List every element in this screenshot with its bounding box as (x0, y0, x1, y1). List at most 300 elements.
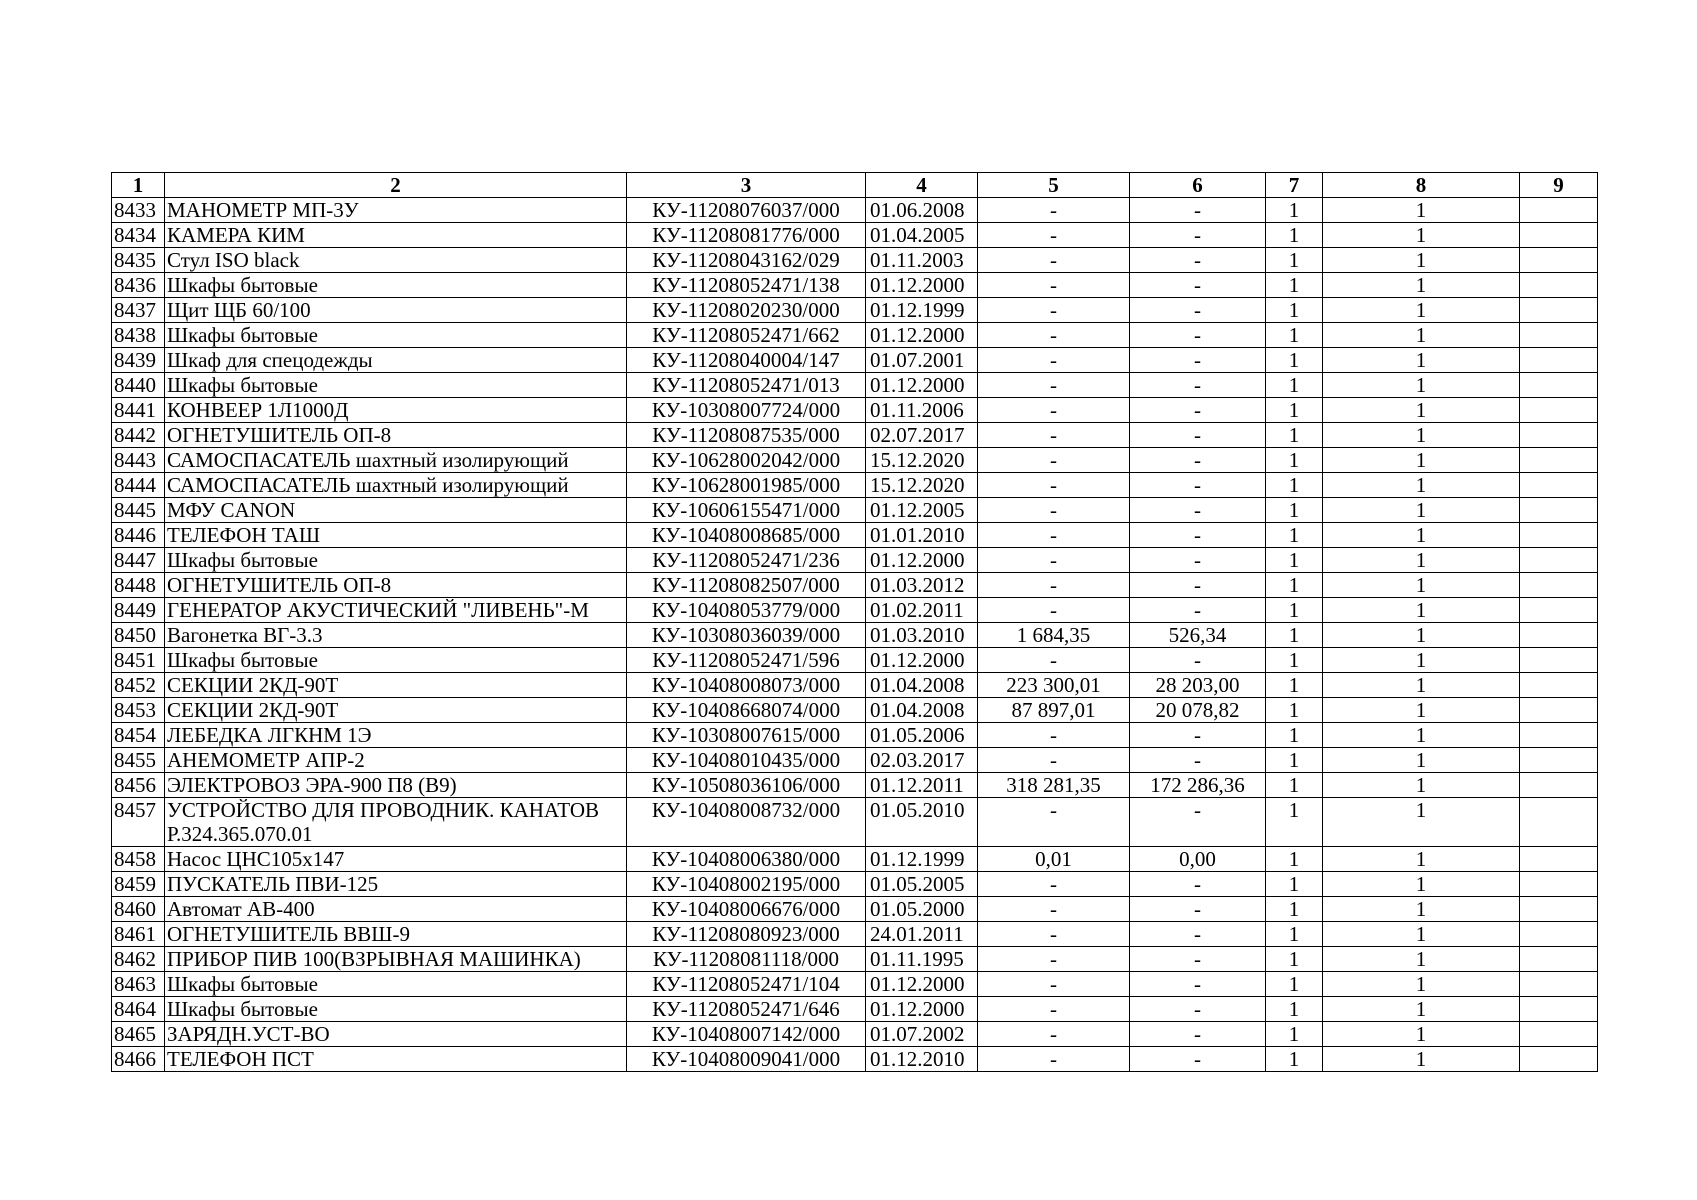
column-5-cell: - (978, 373, 1130, 398)
item-name-cell: ЭЛЕКТРОВОЗ ЭРА-900 П8 (В9) (165, 773, 627, 798)
column-8-cell: 1 (1323, 323, 1520, 348)
table-row (112, 997, 1598, 1022)
inventory-code-cell: КУ-10408006380/000 (627, 847, 866, 872)
column-6-cell: - (1130, 548, 1266, 573)
row-number-cell: 8439 (112, 348, 165, 373)
date-cell: 15.12.2020 (866, 448, 978, 473)
column-9-cell (1520, 997, 1598, 1022)
column-7-cell: 1 (1266, 997, 1323, 1022)
item-name-cell: ТЕЛЕФОН ПСТ (165, 1047, 627, 1072)
column-6-cell: - (1130, 323, 1266, 348)
column-9-cell (1520, 323, 1598, 348)
item-name-cell: ЛЕБЕДКА ЛГКНМ 1Э (165, 723, 627, 748)
column-header-2: 2 (165, 173, 627, 198)
date-cell: 01.12.2011 (866, 773, 978, 798)
item-name-cell: Шкафы бытовые (165, 972, 627, 997)
column-7-cell: 1 (1266, 323, 1323, 348)
column-5-cell: - (978, 1047, 1130, 1072)
column-header-4: 4 (866, 173, 978, 198)
column-8-cell: 1 (1323, 997, 1520, 1022)
column-5-cell: - (978, 598, 1130, 623)
column-6-cell: - (1130, 897, 1266, 922)
column-5-cell: 318 281,35 (978, 773, 1130, 798)
date-cell: 01.11.2006 (866, 398, 978, 423)
row-number-cell: 8457 (112, 798, 165, 847)
column-8-cell: 1 (1323, 673, 1520, 698)
table-row (112, 423, 1598, 448)
table-row (112, 298, 1598, 323)
column-5-cell: - (978, 997, 1130, 1022)
table-row (112, 398, 1598, 423)
item-name-cell: Стул ISO black (165, 248, 627, 273)
column-header-8: 8 (1323, 173, 1520, 198)
column-5-cell: - (978, 198, 1130, 223)
column-7-cell: 1 (1266, 1022, 1323, 1047)
inventory-table (111, 172, 1598, 1072)
inventory-code-cell: КУ-10408009041/000 (627, 1047, 866, 1072)
column-6-cell: - (1130, 748, 1266, 773)
column-7-cell: 1 (1266, 523, 1323, 548)
date-cell: 01.04.2008 (866, 673, 978, 698)
column-5-cell: - (978, 423, 1130, 448)
table-row (112, 922, 1598, 947)
column-5-cell: - (978, 473, 1130, 498)
column-6-cell: - (1130, 348, 1266, 373)
date-cell: 24.01.2011 (866, 922, 978, 947)
date-cell: 01.05.2000 (866, 897, 978, 922)
date-cell: 01.05.2010 (866, 798, 978, 847)
column-9-cell (1520, 423, 1598, 448)
column-8-cell: 1 (1323, 847, 1520, 872)
column-8-cell: 1 (1323, 1047, 1520, 1072)
column-7-cell: 1 (1266, 798, 1323, 847)
row-number-cell: 8452 (112, 673, 165, 698)
column-8-cell: 1 (1323, 473, 1520, 498)
date-cell: 01.03.2012 (866, 573, 978, 598)
column-6-cell: - (1130, 223, 1266, 248)
column-8-cell: 1 (1323, 598, 1520, 623)
column-5-cell: - (978, 348, 1130, 373)
column-5-cell: - (978, 398, 1130, 423)
column-6-cell: - (1130, 273, 1266, 298)
row-number-cell: 8442 (112, 423, 165, 448)
column-8-cell: 1 (1323, 748, 1520, 773)
row-number-cell: 8436 (112, 273, 165, 298)
column-9-cell (1520, 773, 1598, 798)
column-6-cell: - (1130, 922, 1266, 947)
item-name-cell: Шкафы бытовые (165, 997, 627, 1022)
table-row (112, 773, 1598, 798)
column-9-cell (1520, 273, 1598, 298)
column-7-cell: 1 (1266, 298, 1323, 323)
item-name-cell: Вагонетка ВГ-3.3 (165, 623, 627, 648)
column-9-cell (1520, 373, 1598, 398)
column-5-cell: 223 300,01 (978, 673, 1130, 698)
column-8-cell: 1 (1323, 648, 1520, 673)
column-6-cell: - (1130, 473, 1266, 498)
column-7-cell: 1 (1266, 273, 1323, 298)
column-9-cell (1520, 897, 1598, 922)
column-7-cell: 1 (1266, 897, 1323, 922)
column-8-cell: 1 (1323, 573, 1520, 598)
inventory-code-cell: КУ-10408010435/000 (627, 748, 866, 773)
column-6-cell: 20 078,82 (1130, 698, 1266, 723)
column-9-cell (1520, 248, 1598, 273)
column-8-cell: 1 (1323, 398, 1520, 423)
row-number-cell: 8437 (112, 298, 165, 323)
table-row (112, 348, 1598, 373)
inventory-code-cell: КУ-10308007615/000 (627, 723, 866, 748)
column-6-cell: - (1130, 1022, 1266, 1047)
column-9-cell (1520, 872, 1598, 897)
column-6-cell: 0,00 (1130, 847, 1266, 872)
column-8-cell: 1 (1323, 897, 1520, 922)
item-name-cell: УСТРОЙСТВО ДЛЯ ПРОВОДНИК. КАНАТОВ Р.324.365.070.01 (165, 798, 627, 847)
column-7-cell: 1 (1266, 448, 1323, 473)
row-number-cell: 8453 (112, 698, 165, 723)
table-row (112, 623, 1598, 648)
inventory-code-cell: КУ-11208087535/000 (627, 423, 866, 448)
column-6-cell: - (1130, 947, 1266, 972)
date-cell: 02.03.2017 (866, 748, 978, 773)
item-name-cell: Шкафы бытовые (165, 548, 627, 573)
table-row (112, 198, 1598, 223)
date-cell: 01.11.1995 (866, 947, 978, 972)
column-7-cell: 1 (1266, 573, 1323, 598)
column-8-cell: 1 (1323, 198, 1520, 223)
column-9-cell (1520, 847, 1598, 872)
column-5-cell: - (978, 897, 1130, 922)
column-8-cell: 1 (1323, 523, 1520, 548)
column-7-cell: 1 (1266, 847, 1323, 872)
item-name-cell: САМОСПАСАТЕЛЬ шахтный изолирующий (165, 473, 627, 498)
row-number-cell: 8445 (112, 498, 165, 523)
date-cell: 01.04.2008 (866, 698, 978, 723)
column-9-cell (1520, 922, 1598, 947)
inventory-code-cell: КУ-10628001985/000 (627, 473, 866, 498)
inventory-code-cell: КУ-10408668074/000 (627, 698, 866, 723)
table-row (112, 947, 1598, 972)
inventory-code-cell: КУ-11208082507/000 (627, 573, 866, 598)
column-9-cell (1520, 223, 1598, 248)
column-9-cell (1520, 1022, 1598, 1047)
column-7-cell: 1 (1266, 498, 1323, 523)
column-7-cell: 1 (1266, 748, 1323, 773)
item-name-cell: МФУ CANON (165, 498, 627, 523)
column-7-cell: 1 (1266, 698, 1323, 723)
column-5-cell: - (978, 723, 1130, 748)
column-7-cell: 1 (1266, 223, 1323, 248)
date-cell: 01.05.2006 (866, 723, 978, 748)
item-name-cell: Шкаф для спецодежды (165, 348, 627, 373)
column-5-cell: - (978, 798, 1130, 847)
column-6-cell: 172 286,36 (1130, 773, 1266, 798)
column-9-cell (1520, 698, 1598, 723)
table-row (112, 248, 1598, 273)
inventory-code-cell: КУ-10408008685/000 (627, 523, 866, 548)
row-number-cell: 8443 (112, 448, 165, 473)
date-cell: 01.12.2000 (866, 273, 978, 298)
inventory-code-cell: КУ-11208052471/662 (627, 323, 866, 348)
column-6-cell: - (1130, 573, 1266, 598)
date-cell: 01.12.2000 (866, 323, 978, 348)
row-number-cell: 8435 (112, 248, 165, 273)
column-5-cell: - (978, 248, 1130, 273)
column-9-cell (1520, 972, 1598, 997)
column-7-cell: 1 (1266, 648, 1323, 673)
date-cell: 15.12.2020 (866, 473, 978, 498)
column-9-cell (1520, 648, 1598, 673)
item-name-cell: Шкафы бытовые (165, 373, 627, 398)
inventory-code-cell: КУ-11208020230/000 (627, 298, 866, 323)
inventory-code-cell: КУ-11208052471/596 (627, 648, 866, 673)
column-5-cell: - (978, 872, 1130, 897)
column-9-cell (1520, 448, 1598, 473)
column-5-cell: - (978, 648, 1130, 673)
column-6-cell: 526,34 (1130, 623, 1266, 648)
column-8-cell: 1 (1323, 273, 1520, 298)
inventory-code-cell: КУ-10606155471/000 (627, 498, 866, 523)
column-9-cell (1520, 748, 1598, 773)
table-row (112, 648, 1598, 673)
date-cell: 01.11.2003 (866, 248, 978, 273)
inventory-code-cell: КУ-11208081118/000 (627, 947, 866, 972)
table-row (112, 548, 1598, 573)
row-number-cell: 8441 (112, 398, 165, 423)
item-name-cell: ОГНЕТУШИТЕЛЬ ОП-8 (165, 423, 627, 448)
item-name-cell: ПРИБОР ПИВ 100(ВЗРЫВНАЯ МАШИНКА) (165, 947, 627, 972)
item-name-cell: СЕКЦИИ 2КД-90Т (165, 698, 627, 723)
column-7-cell: 1 (1266, 473, 1323, 498)
column-header-7: 7 (1266, 173, 1323, 198)
item-name-cell: ГЕНЕРАТОР АКУСТИЧЕСКИЙ "ЛИВЕНЬ"-М (165, 598, 627, 623)
date-cell: 01.12.2010 (866, 1047, 978, 1072)
date-cell: 01.12.2000 (866, 997, 978, 1022)
column-5-cell: - (978, 498, 1130, 523)
item-name-cell: ПУСКАТЕЛЬ ПВИ-125 (165, 872, 627, 897)
date-cell: 01.12.2000 (866, 972, 978, 997)
inventory-code-cell: КУ-10308007724/000 (627, 398, 866, 423)
column-5-cell: - (978, 223, 1130, 248)
row-number-cell: 8444 (112, 473, 165, 498)
row-number-cell: 8449 (112, 598, 165, 623)
row-number-cell: 8458 (112, 847, 165, 872)
table-row (112, 748, 1598, 773)
date-cell: 01.05.2005 (866, 872, 978, 897)
table-body (112, 198, 1598, 1072)
column-6-cell: - (1130, 997, 1266, 1022)
column-7-cell: 1 (1266, 598, 1323, 623)
column-8-cell: 1 (1323, 723, 1520, 748)
table-row (112, 473, 1598, 498)
column-9-cell (1520, 198, 1598, 223)
inventory-code-cell: КУ-10408053779/000 (627, 598, 866, 623)
column-9-cell (1520, 623, 1598, 648)
column-8-cell: 1 (1323, 548, 1520, 573)
inventory-code-cell: КУ-10508036106/000 (627, 773, 866, 798)
column-9-cell (1520, 548, 1598, 573)
column-9-cell (1520, 523, 1598, 548)
inventory-code-cell: КУ-10408006676/000 (627, 897, 866, 922)
table-row (112, 573, 1598, 598)
column-5-cell: - (978, 298, 1130, 323)
column-8-cell: 1 (1323, 1022, 1520, 1047)
row-number-cell: 8455 (112, 748, 165, 773)
row-number-cell: 8464 (112, 997, 165, 1022)
column-5-cell: 0,01 (978, 847, 1130, 872)
item-name-cell: КАМЕРА КИМ (165, 223, 627, 248)
column-6-cell: - (1130, 448, 1266, 473)
column-9-cell (1520, 598, 1598, 623)
date-cell: 01.12.2005 (866, 498, 978, 523)
table-row (112, 798, 1598, 847)
item-name-cell: Насос ЦНС105х147 (165, 847, 627, 872)
column-6-cell: - (1130, 498, 1266, 523)
column-8-cell: 1 (1323, 972, 1520, 997)
item-name-cell: Автомат АВ-400 (165, 897, 627, 922)
column-7-cell: 1 (1266, 673, 1323, 698)
column-9-cell (1520, 798, 1598, 847)
table-row (112, 872, 1598, 897)
column-5-cell: - (978, 748, 1130, 773)
date-cell: 01.01.2010 (866, 523, 978, 548)
column-5-cell: - (978, 947, 1130, 972)
column-5-cell: - (978, 573, 1130, 598)
inventory-code-cell: КУ-11208043162/029 (627, 248, 866, 273)
row-number-cell: 8465 (112, 1022, 165, 1047)
column-9-cell (1520, 298, 1598, 323)
row-number-cell: 8451 (112, 648, 165, 673)
table-row (112, 673, 1598, 698)
item-name-cell: ЗАРЯДН.УСТ-ВО (165, 1022, 627, 1047)
inventory-code-cell: КУ-10408008073/000 (627, 673, 866, 698)
column-9-cell (1520, 473, 1598, 498)
inventory-code-cell: КУ-11208052471/138 (627, 273, 866, 298)
row-number-cell: 8454 (112, 723, 165, 748)
column-8-cell: 1 (1323, 773, 1520, 798)
column-5-cell: - (978, 448, 1130, 473)
date-cell: 01.12.2000 (866, 373, 978, 398)
table-row (112, 498, 1598, 523)
date-cell: 02.07.2017 (866, 423, 978, 448)
column-8-cell: 1 (1323, 798, 1520, 847)
item-name-cell: ТЕЛЕФОН ТАШ (165, 523, 627, 548)
column-8-cell: 1 (1323, 423, 1520, 448)
column-6-cell: - (1130, 972, 1266, 997)
table-row (112, 223, 1598, 248)
row-number-cell: 8450 (112, 623, 165, 648)
inventory-code-cell: КУ-11208052471/013 (627, 373, 866, 398)
date-cell: 01.12.1999 (866, 298, 978, 323)
column-9-cell (1520, 348, 1598, 373)
row-number-cell: 8466 (112, 1047, 165, 1072)
column-6-cell: - (1130, 423, 1266, 448)
column-7-cell: 1 (1266, 423, 1323, 448)
column-8-cell: 1 (1323, 498, 1520, 523)
row-number-cell: 8462 (112, 947, 165, 972)
row-number-cell: 8459 (112, 872, 165, 897)
item-name-cell: СЕКЦИИ 2КД-90Т (165, 673, 627, 698)
inventory-code-cell: КУ-10408007142/000 (627, 1022, 866, 1047)
table-row (112, 897, 1598, 922)
date-cell: 01.06.2008 (866, 198, 978, 223)
table-row (112, 598, 1598, 623)
column-6-cell: - (1130, 398, 1266, 423)
inventory-code-cell: КУ-11208052471/236 (627, 548, 866, 573)
column-6-cell: - (1130, 598, 1266, 623)
column-7-cell: 1 (1266, 947, 1323, 972)
row-number-cell: 8447 (112, 548, 165, 573)
column-7-cell: 1 (1266, 623, 1323, 648)
row-number-cell: 8440 (112, 373, 165, 398)
item-name-cell: Щит ЩБ 60/100 (165, 298, 627, 323)
table-row (112, 698, 1598, 723)
column-6-cell: - (1130, 723, 1266, 748)
table-row (112, 972, 1598, 997)
column-5-cell: - (978, 972, 1130, 997)
item-name-cell: САМОСПАСАТЕЛЬ шахтный изолирующий (165, 448, 627, 473)
date-cell: 01.07.2002 (866, 1022, 978, 1047)
item-name-cell: АНЕМОМЕТР АПР-2 (165, 748, 627, 773)
inventory-code-cell: КУ-10408002195/000 (627, 872, 866, 897)
date-cell: 01.12.1999 (866, 847, 978, 872)
date-cell: 01.07.2001 (866, 348, 978, 373)
column-7-cell: 1 (1266, 972, 1323, 997)
date-cell: 01.12.2000 (866, 548, 978, 573)
inventory-code-cell: КУ-11208076037/000 (627, 198, 866, 223)
column-7-cell: 1 (1266, 773, 1323, 798)
item-name-cell: Шкафы бытовые (165, 648, 627, 673)
item-name-cell: ОГНЕТУШИТЕЛЬ ОП-8 (165, 573, 627, 598)
column-6-cell: - (1130, 248, 1266, 273)
column-9-cell (1520, 947, 1598, 972)
column-7-cell: 1 (1266, 1047, 1323, 1072)
column-8-cell: 1 (1323, 248, 1520, 273)
column-9-cell (1520, 498, 1598, 523)
inventory-code-cell: КУ-11208081776/000 (627, 223, 866, 248)
row-number-cell: 8448 (112, 573, 165, 598)
column-7-cell: 1 (1266, 548, 1323, 573)
date-cell: 01.02.2011 (866, 598, 978, 623)
column-5-cell: - (978, 273, 1130, 298)
column-8-cell: 1 (1323, 448, 1520, 473)
column-8-cell: 1 (1323, 348, 1520, 373)
column-9-cell (1520, 673, 1598, 698)
item-name-cell: ОГНЕТУШИТЕЛЬ ВВШ-9 (165, 922, 627, 947)
row-number-cell: 8434 (112, 223, 165, 248)
inventory-code-cell: КУ-10408008732/000 (627, 798, 866, 847)
column-header-6: 6 (1130, 173, 1266, 198)
table-row (112, 273, 1598, 298)
column-8-cell: 1 (1323, 947, 1520, 972)
table-row (112, 323, 1598, 348)
row-number-cell: 8456 (112, 773, 165, 798)
column-6-cell: - (1130, 872, 1266, 897)
column-6-cell: - (1130, 1047, 1266, 1072)
column-6-cell: - (1130, 198, 1266, 223)
column-9-cell (1520, 398, 1598, 423)
column-5-cell: - (978, 523, 1130, 548)
table-row (112, 1047, 1598, 1072)
row-number-cell: 8446 (112, 523, 165, 548)
column-header-5: 5 (978, 173, 1130, 198)
column-5-cell: 87 897,01 (978, 698, 1130, 723)
column-6-cell: 28 203,00 (1130, 673, 1266, 698)
table-row (112, 723, 1598, 748)
column-5-cell: 1 684,35 (978, 623, 1130, 648)
item-name-cell: Шкафы бытовые (165, 273, 627, 298)
column-6-cell: - (1130, 648, 1266, 673)
